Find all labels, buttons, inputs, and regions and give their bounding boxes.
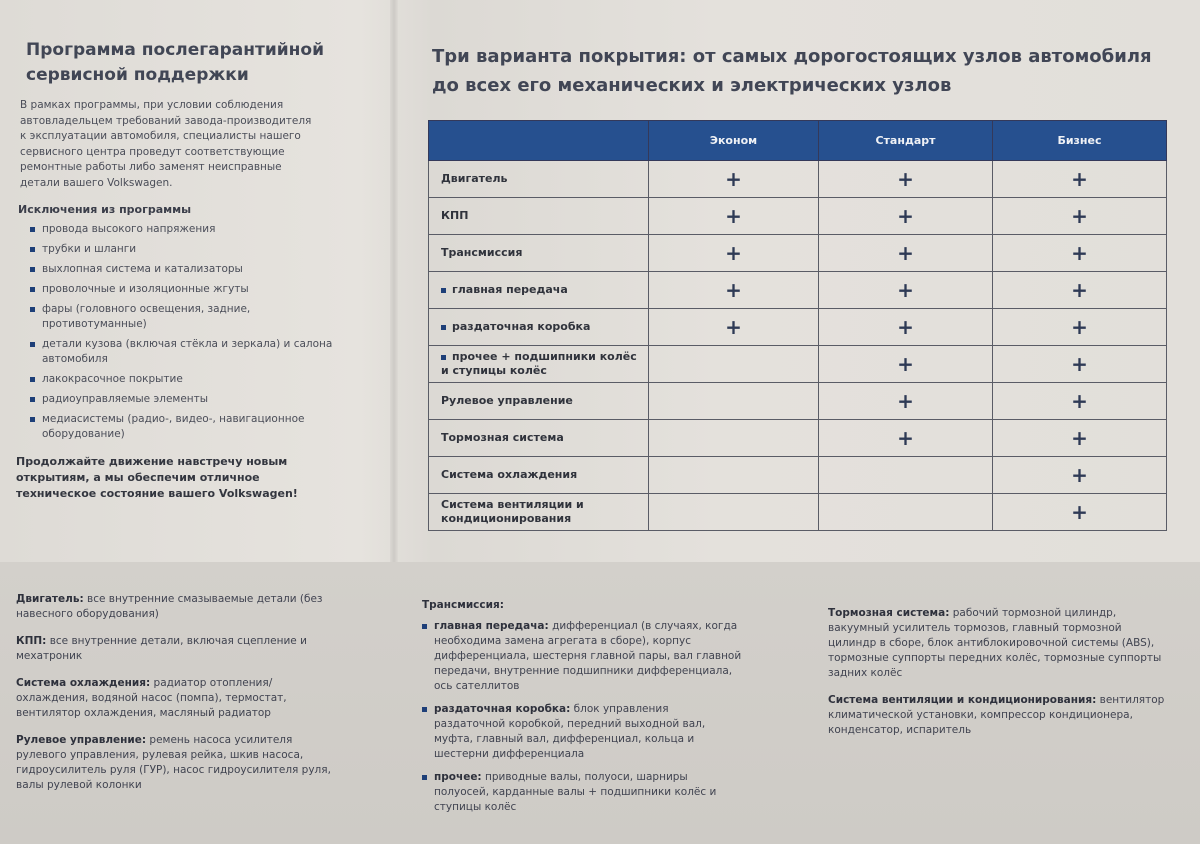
plus-icon: + (725, 315, 742, 339)
exclusion-item (30, 242, 356, 257)
exclusion-item (30, 262, 356, 277)
exclusions-title: Исключения из программы (18, 203, 192, 216)
coverage-cell (649, 161, 819, 198)
plus-icon: + (725, 167, 742, 191)
detail-heading: Тормозная система: (828, 607, 950, 619)
plus-icon: + (897, 278, 914, 302)
row-label (429, 494, 649, 531)
plus-icon: + (725, 241, 742, 265)
row-label (429, 235, 649, 272)
coverage-cell (819, 161, 993, 198)
coverage-cell (993, 383, 1167, 420)
exclusion-item (30, 222, 356, 237)
coverage-row (429, 309, 1167, 346)
detail-heading: Рулевое управление: (16, 734, 147, 746)
coverage-cell (993, 309, 1167, 346)
exclusion-text: проволочные и изоляционные жгуты (42, 283, 249, 295)
detail-text: блок управления раздаточной коробкой, передний выходной вал, муфта, главный вал, дифференциал, кольца и шестерни дифференциала (434, 703, 706, 760)
coverage-cell (993, 457, 1167, 494)
coverage-table-body (429, 161, 1167, 531)
exclusion-text: трубки и шланги (42, 243, 137, 255)
detail-text: ремень насоса усилителя рулевого управления, рулевая рейка, шкив насоса, гидроусилитель руля (ГУР), насос гидроусилителя руля, валы рулевой колонки (16, 734, 331, 791)
detail-text: все внутренние смазываемые детали (без навесного оборудования) (16, 593, 323, 620)
coverage-cell (649, 383, 819, 420)
plus-icon: + (897, 389, 914, 413)
coverage-cell (649, 309, 819, 346)
coverage-row (429, 346, 1167, 383)
detail-paragraph (16, 592, 336, 622)
coverage-cell (993, 235, 1167, 272)
column-header-econom: Эконом (649, 121, 819, 161)
plus-icon: + (897, 167, 914, 191)
bullet-icon (30, 307, 35, 312)
bullet-icon (30, 377, 35, 382)
detail-paragraph (16, 676, 336, 721)
detail-text: вентилятор климатической установки, компрессор кондиционера, конденсатор, испаритель (828, 694, 1165, 736)
coverage-cell (819, 383, 993, 420)
coverage-cell (819, 198, 993, 235)
plus-icon: + (725, 278, 742, 302)
coverage-cell (819, 235, 993, 272)
exclusions-list (16, 222, 356, 442)
coverage-cell (649, 494, 819, 531)
program-title: Программа послегарантийной сервисной поддержки (26, 40, 325, 85)
coverage-cell (993, 272, 1167, 309)
coverage-cell (649, 198, 819, 235)
detail-heading: прочее: (434, 771, 482, 783)
exclusion-item (30, 412, 356, 442)
coverage-cell (819, 272, 993, 309)
coverage-row (429, 161, 1167, 198)
program-intro: В рамках программы, при условии соблюдения автовладельцем требований завода-производителя к эксплуатации автомобиля, специалисты нашего сервисного центра проведут соответствующие ремонтные работы либо заменят неисправные детали вашего Volkswagen. (20, 99, 312, 189)
transmission-heading: Трансмиссия: (422, 599, 504, 611)
detail-text: радиатор отопления/охлаждения, водяной насос (помпа), термостат, вентилятор охлаждения, масляный радиатор (16, 677, 287, 719)
page-fold (390, 0, 398, 562)
coverage-cell (649, 457, 819, 494)
detail-heading: Двигатель: (16, 593, 84, 605)
row-label-text: Двигатель (441, 172, 508, 185)
plus-icon: + (1071, 463, 1088, 487)
plus-icon: + (1071, 204, 1088, 228)
bullet-icon (30, 227, 35, 232)
row-label-text: КПП (441, 209, 469, 222)
coverage-cell (649, 346, 819, 383)
detail-paragraph (828, 606, 1168, 681)
coverage-row (429, 420, 1167, 457)
row-label-text: раздаточная коробка (452, 320, 591, 333)
header-blank-cell (429, 121, 649, 161)
bullet-icon (30, 287, 35, 292)
coverage-row (429, 272, 1167, 309)
program-info (16, 38, 356, 502)
details-column-3 (828, 606, 1168, 750)
bullet-icon (422, 707, 427, 712)
plus-icon: + (1071, 426, 1088, 450)
plus-icon: + (897, 426, 914, 450)
detail-paragraph (422, 770, 742, 815)
detail-paragraph (422, 702, 742, 762)
exclusion-text: лакокрасочное покрытие (42, 373, 183, 385)
detail-paragraph (828, 693, 1168, 738)
exclusion-item (30, 337, 356, 367)
exclusion-text: выхлопная система и катализаторы (42, 263, 243, 275)
plus-icon: + (1071, 167, 1088, 191)
row-label-text: Система охлаждения (441, 468, 578, 481)
coverage-row (429, 457, 1167, 494)
row-label (429, 346, 649, 383)
bullet-icon (30, 247, 35, 252)
coverage-row (429, 383, 1167, 420)
coverage-cell (819, 420, 993, 457)
coverage-cell (819, 494, 993, 531)
plus-icon: + (1071, 315, 1088, 339)
row-label (429, 457, 649, 494)
bullet-icon (30, 342, 35, 347)
exclusion-item (30, 282, 356, 297)
bullet-icon (422, 775, 427, 780)
bullet-icon (441, 325, 446, 330)
exclusion-text: детали кузова (включая стёкла и зеркала) и салона автомобиля (42, 338, 333, 365)
coverage-row (429, 198, 1167, 235)
coverage-cell (819, 309, 993, 346)
coverage-cell (993, 494, 1167, 531)
plus-icon: + (1071, 241, 1088, 265)
plus-icon: + (897, 352, 914, 376)
coverage-title: Три варианта покрытия: от самых дорогостоящих узлов автомобиля до всех его механических и электрических узлов (432, 46, 1152, 96)
coverage-row (429, 494, 1167, 531)
plus-icon: + (897, 204, 914, 228)
details-column-1 (16, 592, 336, 805)
detail-text: рабочий тормозной цилиндр, вакуумный усилитель тормозов, главный тормозной цилиндр в сборе, блок антиблокировочной системы (ABS), тормозные суппорты передних колёс, тормозные суппорты задних колёс (828, 607, 1162, 679)
row-label-text: Трансмиссия (441, 246, 523, 259)
detail-heading: Система охлаждения: (16, 677, 151, 689)
row-label-text: Система вентиляции и кондиционирования (441, 498, 584, 525)
exclusion-item (30, 392, 356, 407)
coverage-cell (819, 346, 993, 383)
detail-paragraph (16, 634, 336, 664)
bullet-icon (30, 397, 35, 402)
row-label (429, 198, 649, 235)
detail-heading: главная передача: (434, 620, 549, 632)
coverage-row (429, 235, 1167, 272)
column-header-business: Бизнес (993, 121, 1167, 161)
exclusion-text: медиасистемы (радио-, видео-, навигационное оборудование) (42, 413, 305, 440)
exclusion-text: фары (головного освещения, задние, противотуманные) (42, 303, 251, 330)
exclusion-item (30, 372, 356, 387)
column-header-standard: Стандарт (819, 121, 993, 161)
coverage-cell (649, 420, 819, 457)
row-label (429, 420, 649, 457)
coverage-header-row (429, 121, 1167, 161)
detail-heading: Система вентиляции и кондиционирования: (828, 694, 1097, 706)
plus-icon: + (897, 241, 914, 265)
row-label-text: Тормозная система (441, 431, 564, 444)
coverage-cell (649, 235, 819, 272)
bullet-icon (441, 288, 446, 293)
detail-text: приводные валы, полуоси, шарниры полуосей, карданные валы + подшипники колёс и ступицы колёс (434, 771, 717, 813)
detail-heading: КПП: (16, 635, 47, 647)
coverage-cell (993, 198, 1167, 235)
row-label-text: Рулевое управление (441, 394, 573, 407)
plus-icon: + (897, 315, 914, 339)
detail-text: все внутренние детали, включая сцепление и мехатроник (16, 635, 307, 662)
bullet-icon (422, 624, 427, 629)
transmission-items (422, 619, 742, 815)
plus-icon: + (1071, 278, 1088, 302)
row-label (429, 161, 649, 198)
plus-icon: + (1071, 389, 1088, 413)
coverage-cell (993, 161, 1167, 198)
exclusion-text: радиоуправляемые элементы (42, 393, 209, 405)
detail-heading: раздаточная коробка: (434, 703, 571, 715)
exclusion-item (30, 302, 356, 332)
call-to-action: Продолжайте движение навстречу новым открытиям, а мы обеспечим отличное техническое состояние вашего Volkswagen! (16, 455, 298, 500)
coverage-cell (819, 457, 993, 494)
coverage-table (428, 120, 1167, 531)
row-label (429, 383, 649, 420)
bullet-icon (30, 267, 35, 272)
row-label-text: прочее + подшипники колёс и ступицы колёс (441, 350, 637, 377)
detail-text: дифференциал (в случаях, когда необходима замена агрегата в сборе), корпус дифференциала, шестерня главной пары, вал главной передачи, внутренние подшипники дифференциала, ось сателлитов (434, 620, 742, 692)
bullet-icon (441, 355, 446, 360)
coverage-cell (993, 346, 1167, 383)
detail-paragraph (16, 733, 336, 793)
exclusion-text: провода высокого напряжения (42, 223, 216, 235)
detail-paragraph (422, 619, 742, 694)
details-column-2 (422, 598, 742, 823)
plus-icon: + (725, 204, 742, 228)
coverage-cell (993, 420, 1167, 457)
bullet-icon (30, 417, 35, 422)
row-label (429, 272, 649, 309)
row-label-text: главная передача (452, 283, 568, 296)
plus-icon: + (1071, 500, 1088, 524)
coverage-cell (649, 272, 819, 309)
plus-icon: + (1071, 352, 1088, 376)
row-label (429, 309, 649, 346)
